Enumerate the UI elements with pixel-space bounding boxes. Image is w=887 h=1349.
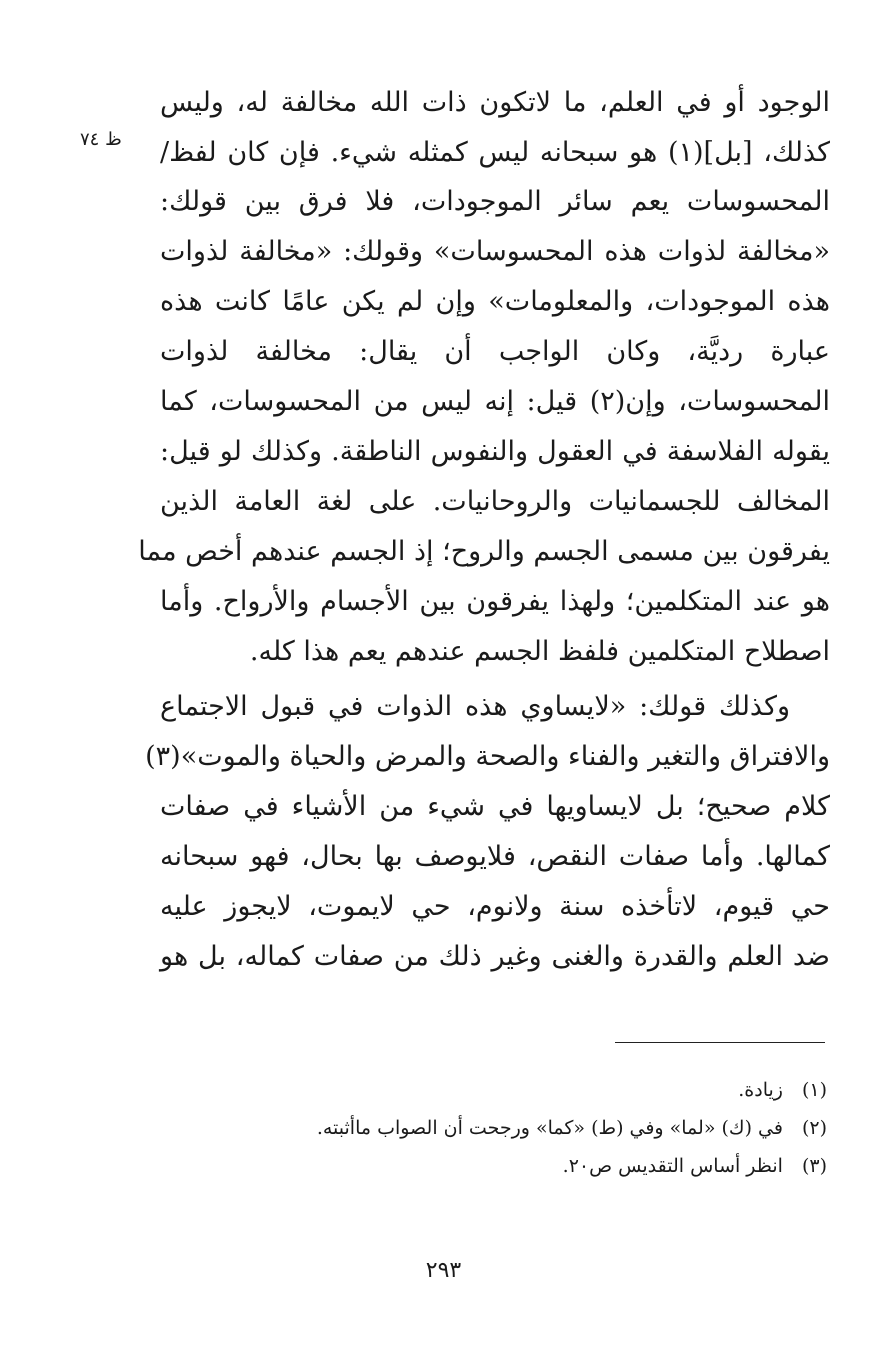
footnote-text: في (ك) «لما» وفي (ط) «كما» ورجحت أن الصواب ماأثبته. [316,1117,783,1139]
footnote-text: زيادة. [738,1079,783,1101]
footnote-separator [615,1042,825,1043]
body-line: الوجود أو في العلم، ما لاتكون ذات الله مخالفة له، وليس [160,87,830,118]
margin-manuscript-marker: ظ ٧٤ [80,129,122,150]
body-line: حي قيوم، لاتأخذه سنة ولانوم، حي لايموت، لايجوز عليه [160,891,830,922]
body-line: كذلك، [بل](١) هو سبحانه ليس كمثله شيء. فإن كان لفظ/ [160,137,830,168]
body-line: هذه الموجودات، والمعلومات» وإن لم يكن عامًا كانت هذه [160,286,830,317]
page-number: ٢٩٣ [425,1258,462,1283]
body-line: المخالف للجسمانيات والروحانيات. على لغة العامة الذين [160,486,830,517]
body-line: ضد العلم والقدرة والغنى وغير ذلك من صفات كماله، بل هو [160,941,830,972]
body-line: يفرقون بين مسمى الجسم والروح؛ إذ الجسم عندهم أخص مما [138,536,830,567]
body-line: المحسوسات يعم سائر الموجودات، فلا فرق بين قولك: [160,186,830,217]
body-line: «مخالفة لذوات هذه المحسوسات» وقولك: «مخالفة لذوات [160,236,830,267]
body-line: والافتراق والتغير والفناء والصحة والمرض والحياة والموت»(٣) [145,741,830,772]
footnote-number: (٣) [801,1155,827,1177]
paragraph-first-line: وكذلك قولك: «لايساوي هذه الذوات في قبول الاجتماع [160,691,790,722]
footnote-3 [267,1153,827,1179]
footnote-text: انظر أساس التقديس ص٢٠. [562,1155,783,1177]
body-line: يقوله الفلاسفة في العقول والنفوس الناطقة. وكذلك لو قيل: [160,436,830,467]
body-line: كمالها. وأما صفات النقص، فلايوصف بها بحال، فهو سبحانه [160,841,830,872]
footnote-number: (١) [801,1079,827,1101]
footnote-1 [267,1077,827,1103]
footnote-number: (٢) [801,1117,827,1139]
body-line: اصطلاح المتكلمين فلفظ الجسم عندهم يعم هذا كله. [249,636,830,667]
body-line: المحسوسات، وإن(٢) قيل: إنه ليس من المحسوسات، كما [160,386,830,417]
body-line: عبارة رديَّة، وكان الواجب أن يقال: مخالفة لذوات [160,336,830,367]
footnote-2 [267,1115,827,1141]
body-line: هو عند المتكلمين؛ ولهذا يفرقون بين الأجسام والأرواح. وأما [160,586,830,617]
body-line: كلام صحيح؛ بل لايساويها في شيء من الأشياء في صفات [160,791,830,822]
